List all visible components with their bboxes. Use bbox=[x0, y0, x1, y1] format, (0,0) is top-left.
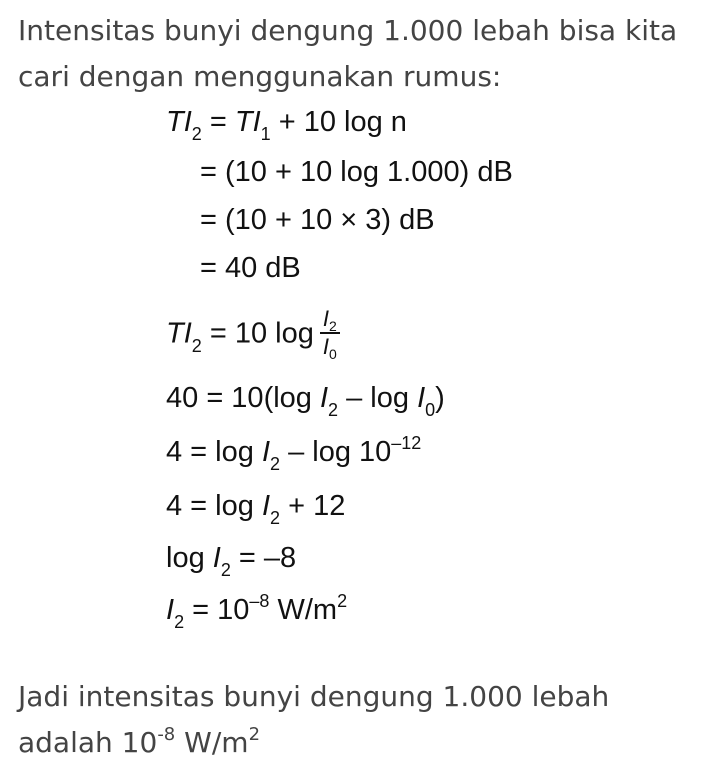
equation-step-times-3: = (10 + 10 × 3) dB bbox=[200, 204, 435, 236]
conclusion-paragraph bbox=[18, 674, 688, 770]
intro-line-1: Intensitas bunyi dengung 1.000 lebah bisa kita bbox=[18, 14, 678, 47]
intro-line-2: cari dengan menggunakan rumus: bbox=[18, 60, 502, 93]
intensity-ratio-fraction: $\frac{I_2}{I_0}$ bbox=[320, 308, 340, 358]
equation-ti2-definition: $TI_2 = TI_1 + 10$ log n bbox=[166, 106, 407, 144]
equation-result-40db: = 40 dB bbox=[200, 252, 301, 284]
conclusion-line-2: adalah $10^{-8}$ $W/m^2$ bbox=[18, 724, 261, 759]
equation-4-equals-log-plus: $4 = \log I_2 + 12$ bbox=[166, 490, 346, 528]
equation-4-equals-log-minus: $4 = \log I_2 - \log 10^{-12}$ bbox=[166, 433, 422, 474]
equation-i2-final: $I_2 = 10^{-8}$ $W/m^2$ bbox=[166, 591, 348, 632]
equation-log-i2-minus-8: $\log I_2 = -8$ bbox=[166, 542, 297, 580]
intro-paragraph bbox=[18, 8, 688, 100]
conclusion-line-1: Jadi intensitas bunyi dengung 1.000 lebah bbox=[18, 680, 610, 713]
equation-ti2-log-ratio: $TI_2 = 10$ log $\frac{I_2}{I_0}$ bbox=[166, 310, 340, 360]
equation-step-log-1000: = (10 + 10 log 1.000) dB bbox=[200, 156, 513, 188]
equation-40-equals: 40 = 10(log $I_2$ – $\log I_0$) bbox=[166, 382, 445, 420]
